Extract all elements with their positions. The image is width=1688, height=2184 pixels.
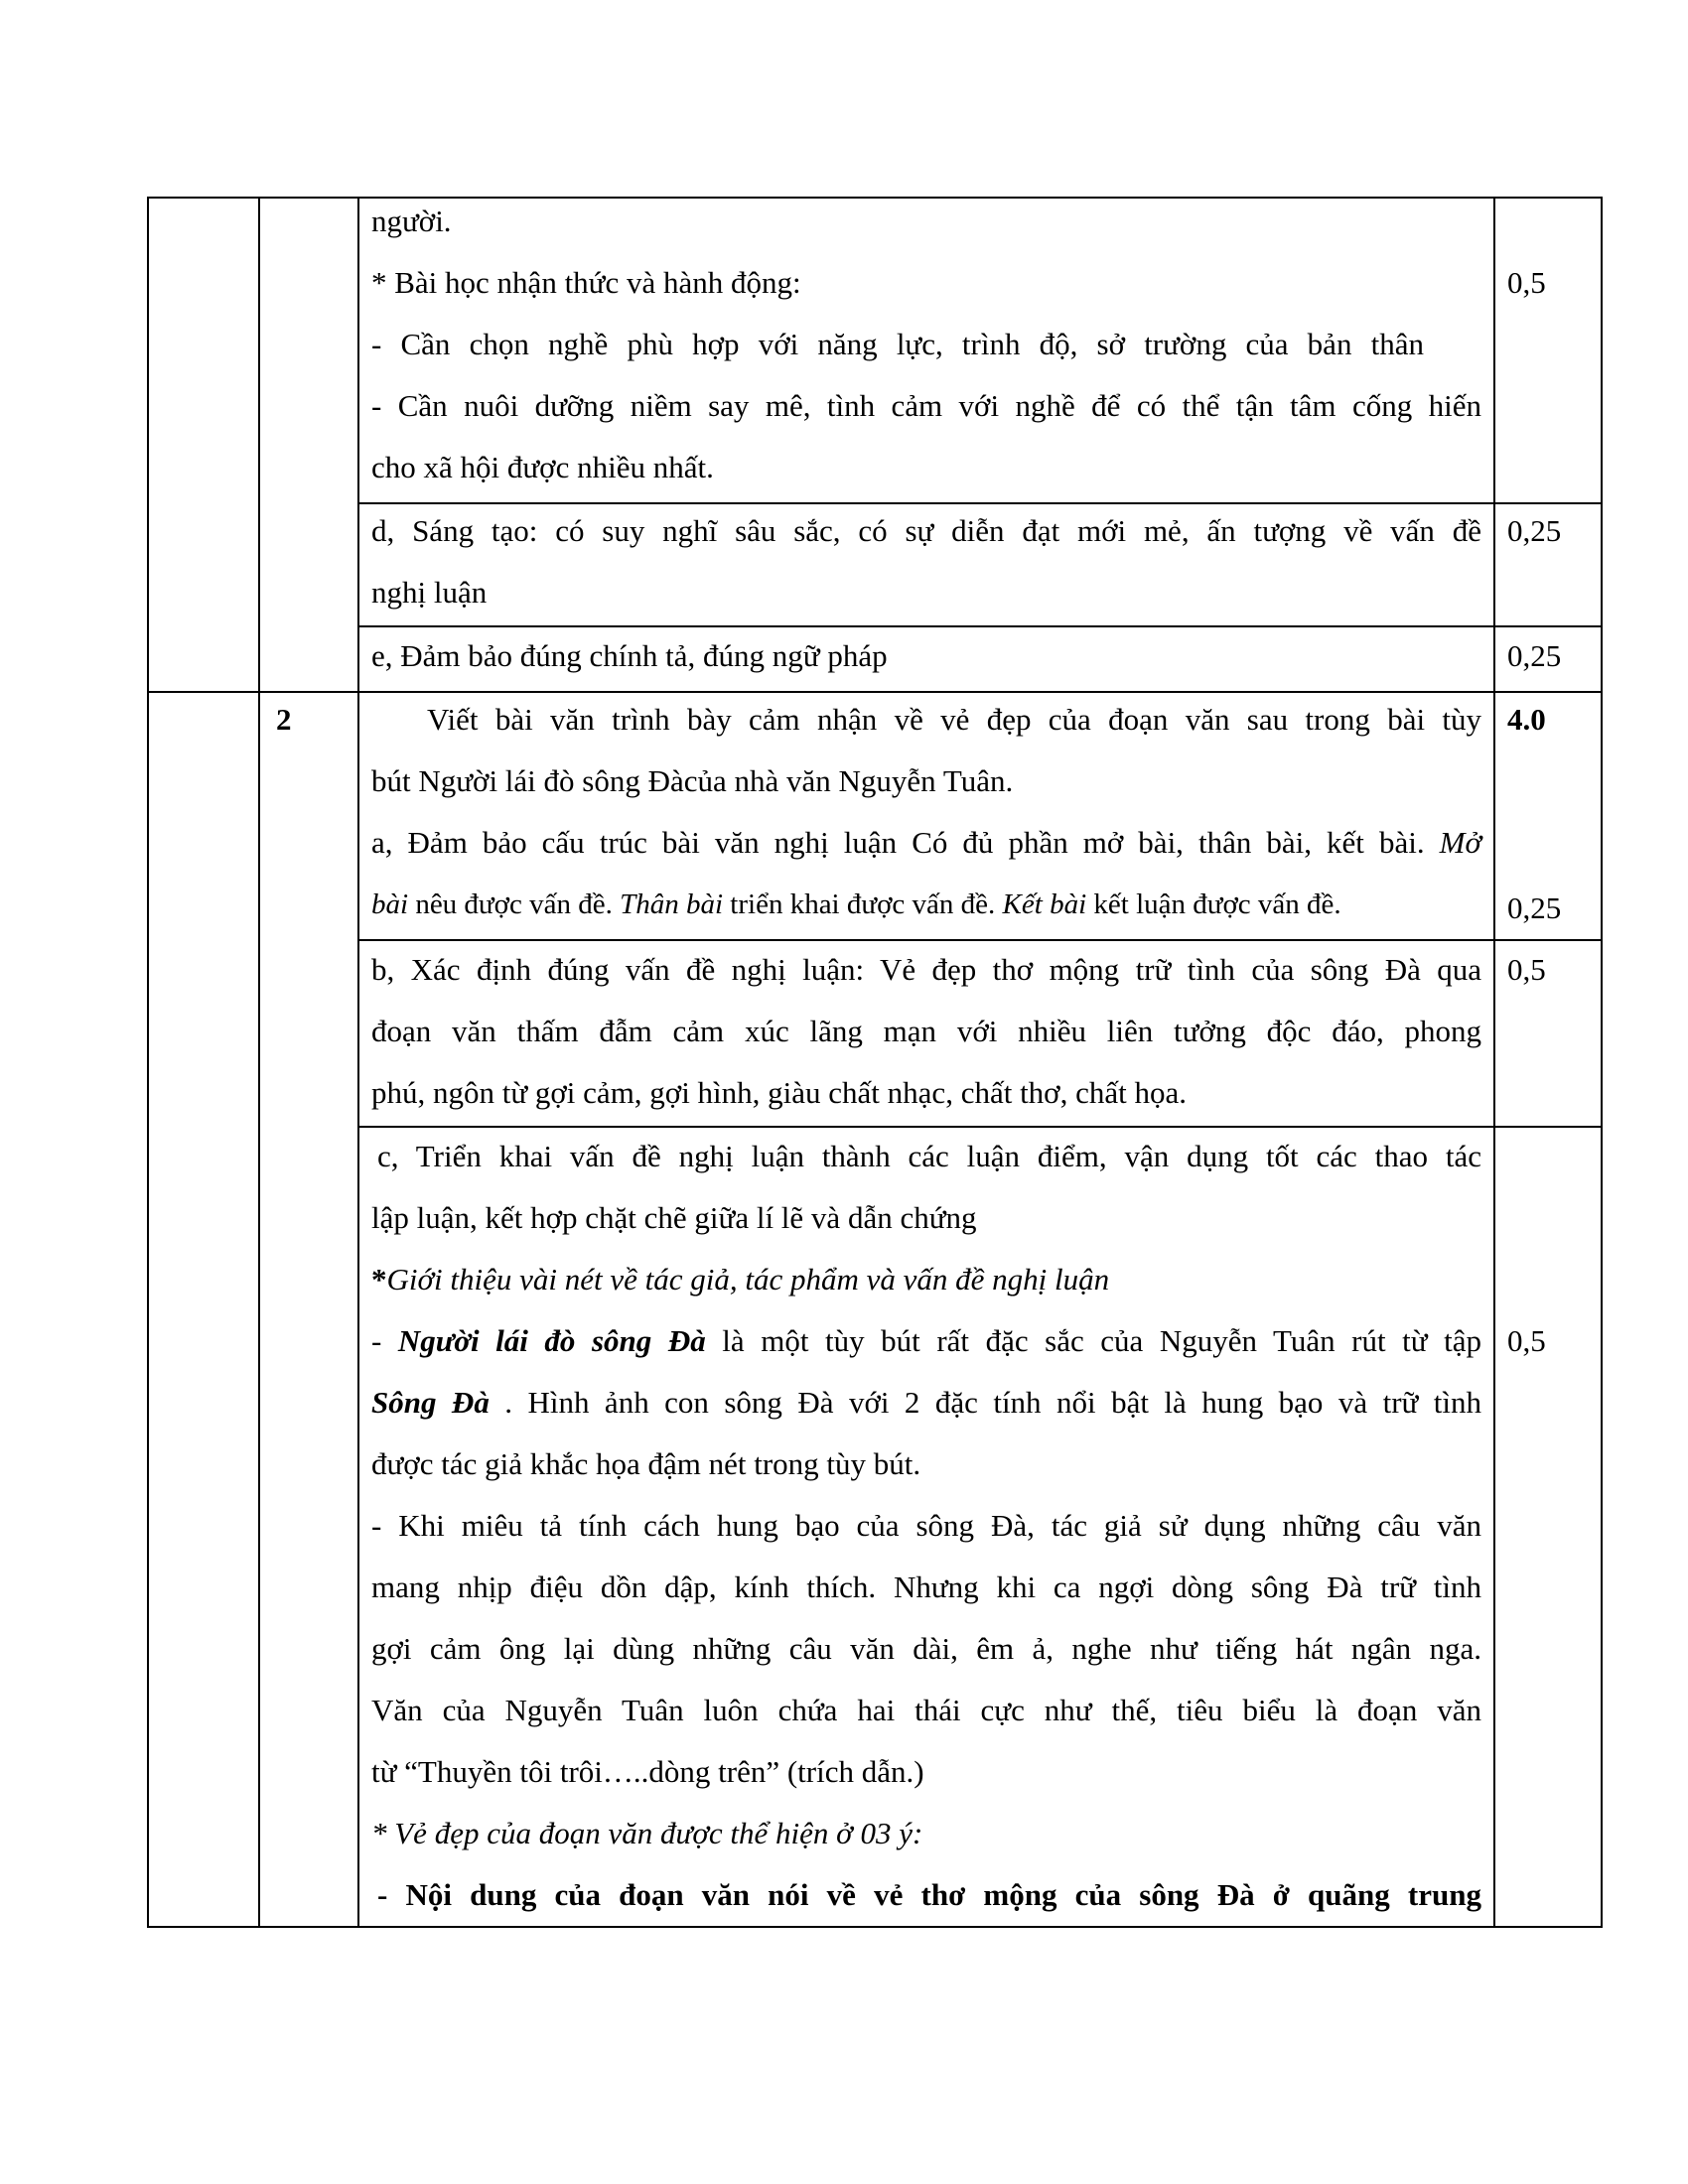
criterion-b-line: đoạn văn thấm đẫm cảm xúc lãng mạn với nhiều liên tưởng độc đáo, phong bbox=[371, 1014, 1481, 1048]
paragraph-text: . Hình ảnh con sông Đà với 2 đặc tính nổi bật là hung bạo và trữ tình bbox=[504, 1385, 1481, 1420]
criterion-c-paragraph bbox=[371, 1310, 1481, 1372]
criterion-c-paragraph: từ “Thuyền tôi trôi…..dòng trên” (trích dẫn.) bbox=[371, 1754, 924, 1789]
criterion-b-line: phú, ngôn từ gợi cảm, gợi hình, giàu chất nhạc, chất thơ, chất họa. bbox=[371, 1075, 1187, 1110]
criterion-b-line: b, Xác định đúng vấn đề nghị luận: Vẻ đẹp thơ mộng trữ tình của sông Đà qua bbox=[371, 952, 1481, 987]
ket-bai-italic: Kết bài bbox=[1002, 888, 1087, 920]
criterion-b-score: 0,5 bbox=[1507, 952, 1546, 987]
beauty-heading: * Vẻ đẹp của đoạn văn được thể hiện ở 03 ý: bbox=[371, 1816, 923, 1850]
question-prompt-line: Viết bài văn trình bày cảm nhận về vẻ đẹp của đoạn văn sau trong bài tùy bbox=[427, 702, 1481, 737]
row-a-line: - Cần nuôi dưỡng niềm say mê, tình cảm với nghề để có thể tận tâm cống hiến bbox=[371, 388, 1481, 423]
criterion-c-line: c, Triển khai vấn đề nghị luận thành các luận điểm, vận dụng tốt các thao tác bbox=[377, 1139, 1481, 1173]
criterion-c-score: 0,5 bbox=[1507, 1323, 1546, 1358]
row-e-score: 0,25 bbox=[1507, 638, 1562, 673]
scoring-table bbox=[147, 197, 1603, 1928]
mo-bai-italic: bài bbox=[371, 888, 409, 920]
intro-italic-text: Giới thiệu vài nét về tác giả, tác phẩm và vấn đề nghị luận bbox=[386, 1262, 1110, 1297]
row-e-text: e, Đảm bảo đúng chính tả, đúng ngữ pháp bbox=[371, 638, 888, 673]
question-number: 2 bbox=[276, 702, 292, 737]
row-a-line: * Bài học nhận thức và hành động: bbox=[371, 265, 801, 300]
table-column-divider bbox=[1493, 197, 1495, 1928]
question-prompt-line: bút Người lái đò sông Đàcủa nhà văn Nguyễn Tuân. bbox=[371, 763, 1014, 798]
criterion-a-text: triển khai được vấn đề. bbox=[723, 888, 1003, 920]
criterion-a-line bbox=[371, 874, 1341, 935]
row-a-score: 0,5 bbox=[1507, 265, 1546, 300]
table-border-right bbox=[1601, 197, 1603, 1928]
table-column-divider bbox=[258, 197, 260, 1928]
criterion-c-paragraph bbox=[371, 1372, 1481, 1433]
work-title: Người lái đò sông Đà bbox=[397, 1323, 706, 1358]
content-point: - Nội dung của đoạn văn nói về vẻ thơ mộng của sông Đà ở quãng trung bbox=[377, 1877, 1481, 1912]
criterion-c-paragraph: được tác giả khắc họa đậm nét trong tùy bút. bbox=[371, 1446, 921, 1481]
criterion-a-score: 0,25 bbox=[1507, 890, 1562, 925]
table-border-bottom bbox=[147, 1926, 1603, 1928]
table-border-left bbox=[147, 197, 149, 1928]
criterion-c-intro bbox=[371, 1249, 1109, 1310]
criterion-a-italic: Mở bbox=[1439, 825, 1481, 860]
row-d-score: 0,25 bbox=[1507, 513, 1562, 548]
criterion-a-line bbox=[371, 812, 1481, 874]
criterion-c-paragraph: gợi cảm ông lại dùng những câu văn dài, êm ả, nghe như tiếng hát ngân nga. bbox=[371, 1631, 1481, 1666]
criterion-a-text: a, Đảm bảo cấu trúc bài văn nghị luận Có đủ phần mở bài, thân bài, kết bài. bbox=[371, 825, 1425, 860]
row-d-line: nghị luận bbox=[371, 575, 488, 610]
than-bai-italic: Thân bài bbox=[620, 888, 724, 920]
row-a-line: - Cần chọn nghề phù hợp với năng lực, trình độ, sở trường của bản thân bbox=[371, 327, 1424, 361]
table-border-top bbox=[147, 197, 1603, 199]
criterion-a-text: nêu được vấn đề. bbox=[408, 888, 621, 920]
row-a-line: người. bbox=[371, 204, 452, 238]
dash: - bbox=[371, 1323, 398, 1358]
row-d-line: d, Sáng tạo: có suy nghĩ sâu sắc, có sự diễn đạt mới mẻ, ấn tượng về vấn đề bbox=[371, 513, 1481, 548]
criterion-c-paragraph: mang nhịp điệu dồn dập, kính thích. Nhưng khi ca ngợi dòng sông Đà trữ tình bbox=[371, 1570, 1481, 1604]
paragraph-text: là một tùy bút rất đặc sắc của Nguyễn Tuân rút từ tập bbox=[722, 1323, 1481, 1358]
criterion-c-paragraph: Văn của Nguyễn Tuân luôn chứa hai thái cực như thế, tiêu biểu là đoạn văn bbox=[371, 1693, 1481, 1727]
intro-star: * bbox=[371, 1262, 387, 1297]
criterion-a-text: kết luận được vấn đề. bbox=[1086, 888, 1341, 920]
criterion-c-paragraph: - Khi miêu tả tính cách hung bạo của sông Đà, tác giả sử dụng những câu văn bbox=[371, 1508, 1481, 1543]
collection-title: Sông Đà bbox=[371, 1385, 490, 1420]
criterion-c-line: lập luận, kết hợp chặt chẽ giữa lí lẽ và dẫn chứng bbox=[371, 1200, 977, 1235]
question-total-score: 4.0 bbox=[1507, 702, 1546, 737]
table-column-divider bbox=[357, 197, 359, 1928]
row-a-line: cho xã hội được nhiều nhất. bbox=[371, 450, 714, 484]
